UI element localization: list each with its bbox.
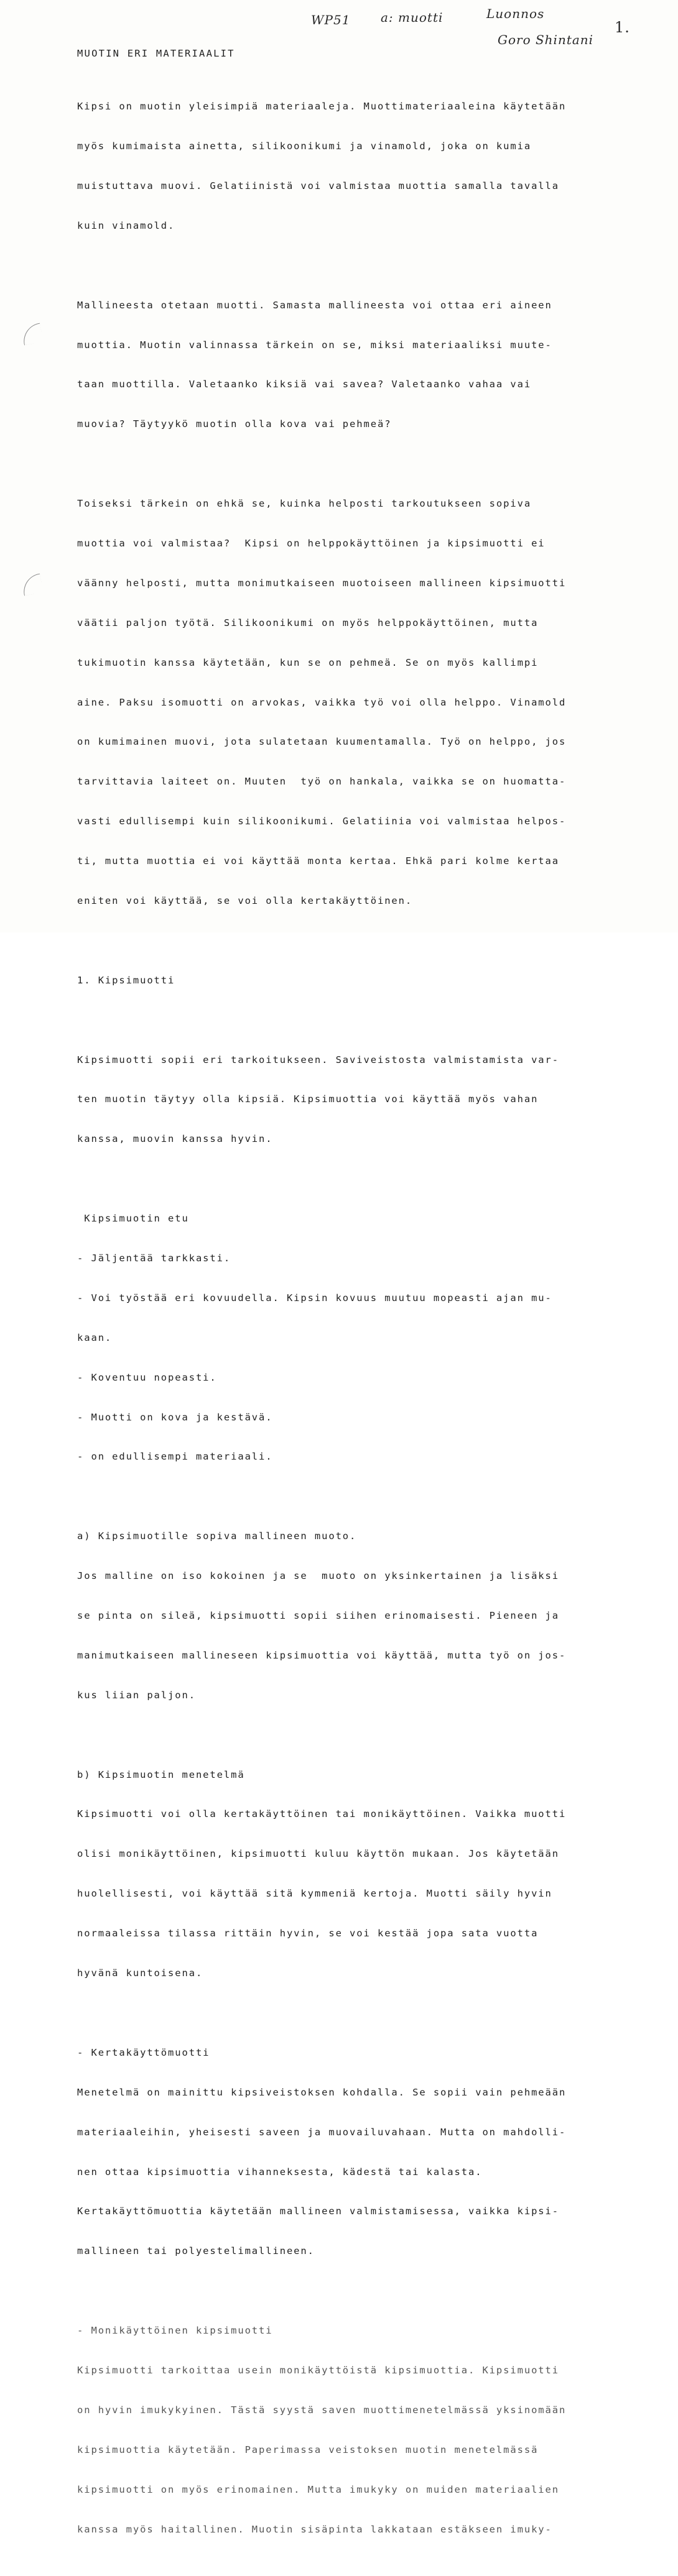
list-item: - Muotti on kova ja kestävä.: [77, 1411, 273, 1423]
text-line: muottia voi valmistaa? Kipsi on helppokäyttöinen ja kipsimuotti ei: [77, 537, 546, 549]
subsection-a: [77, 1504, 637, 1729]
subsection-b: [77, 1742, 637, 2007]
document-heading: MUOTIN ERI MATERIAALIT: [77, 48, 235, 59]
list-item: kaan.: [77, 1332, 113, 1343]
typewritten-body: [77, 47, 637, 2576]
text-line: muovia? Täytyykö muotin olla kova vai pehmeä?: [77, 418, 392, 430]
text-line: tukimuotin kanssa käytetään, kun se on pehmeä. Se on myös kallimpi: [77, 656, 539, 668]
text-line: kuin vinamold.: [77, 219, 175, 231]
text-line: normaaleissa tilassa rittäin hyvin, se voi kestää jopa sata vuotta: [77, 1928, 539, 1939]
text-line: väätii paljon työtä. Silikoonikumi on myös helppokäyttöinen, mutta: [77, 617, 539, 628]
text-line: Kertakäyttömuottia käytetään mallineen valmistamisessa, vaikka kipsi-: [77, 2206, 559, 2217]
text-line: on kumimainen muovi, jota sulatetaan kuumentamalla. Työ on helppo, jos: [77, 736, 567, 748]
list-title: Kipsimuotin etu: [77, 1213, 189, 1225]
text-line: ti, mutta muottia ei voi käyttää monta kertaa. Ehkä pari kolme kertaa: [77, 855, 559, 867]
list-item: - Voi työstää eri kovuudella. Kipsin kovuus muutuu mopeasti ajan mu-: [77, 1292, 552, 1304]
text-line: on hyvin imukykyinen. Tästä syystä saven muottimenetelmässä yksinomään: [77, 2404, 567, 2416]
paragraph-kipsimuotti: [77, 1027, 637, 1172]
handwritten-code: WP51: [311, 12, 351, 27]
subsection-title: - Kertakäyttömuotti: [77, 2046, 210, 2058]
text-line: se pinta on sileä, kipsimuotti sopii siihen erinomaisesti. Pieneen ja: [77, 1610, 559, 1622]
text-line: manimutkaiseen mallineseen kipsimuottia voi käyttää, mutta työ on jos-: [77, 1649, 567, 1661]
text-line: kipsimuottia käytetään. Paperimassa veistoksen muotin menetelmässä: [77, 2444, 539, 2455]
section-heading-kipsimuotti: [77, 947, 637, 1013]
paragraph-mallineesta: [77, 272, 637, 458]
text-line: Toiseksi tärkein on ehkä se, kuinka helposti tarkoutukseen sopiva: [77, 498, 532, 510]
text-line: kanssa myös haitallinen. Muotin sisäpinta lakkataan estäkseen imuky-: [77, 2523, 552, 2535]
benefits-list: [77, 1186, 637, 1491]
text-line: kus liian paljon.: [77, 1689, 196, 1701]
text-line: hyvänä kuntoisena.: [77, 1967, 203, 1979]
text-line: Kipsimuotti tarkoittaa usein monikäyttöistä kipsimuottia. Kipsimuotti: [77, 2364, 559, 2376]
handwritten-title: a: muotti: [381, 10, 443, 25]
text-line: vasti edullisempi kuin silikoonikumi. Gelatiinia voi valmistaa helpos-: [77, 816, 567, 827]
text-line: Mallineesta otetaan muotti. Samasta mallineesta voi ottaa eri aineen: [77, 299, 552, 311]
text-line: väänny helposti, mutta monimutkaiseen muotoiseen mallineen kipsimuotti: [77, 577, 567, 589]
text-line: huolellisesti, voi käyttää sitä kymmeniä kertoja. Muotti säily hyvin: [77, 1888, 552, 1900]
punch-hole-mark: [21, 323, 44, 346]
list-item: - on edullisempi materiaali.: [77, 1451, 273, 1463]
text-line: muistuttava muovi. Gelatiinistä voi valmistaa muottia samalla tavalla: [77, 180, 559, 191]
subsection-kertakayttomuotti: [77, 2020, 637, 2284]
punch-hole-mark: [21, 574, 44, 596]
subsection-title: - Monikäyttöinen kipsimuotti: [77, 2325, 273, 2337]
handwritten-draft-label: Luonnos: [486, 6, 545, 21]
text-line: kipsimuotti on myös erinomainen. Mutta imukyky on muiden materiaalien: [77, 2483, 559, 2495]
text-line: Kipsi on muotin yleisimpiä materiaaleja. Muottimateriaaleina käytetään: [77, 101, 567, 113]
text-line: materiaaleihin, yheisesti saveen ja muovailuvahaan. Mutta on mahdolli-: [77, 2126, 567, 2138]
text-line: muottia. Muotin valinnassa tärkein on se, miksi materiaaliksi muute-: [77, 339, 552, 351]
text-line: kanssa, muovin kanssa hyvin.: [77, 1133, 273, 1145]
paragraph-intro: [77, 74, 637, 259]
text-line: nen ottaa kipsimuottia vihanneksesta, kädestä tai kalasta.: [77, 2166, 483, 2178]
text-line: Menetelmä on mainittu kipsiveistoksen kohdalla. Se sopii vain pehmeään: [77, 2086, 567, 2098]
text-line: Kipsimuotti voi olla kertakäyttöinen tai monikäyttöinen. Vaikka muotti: [77, 1808, 567, 1820]
subsection-monikayttoinen: [77, 2298, 637, 2562]
handwritten-page-number: 1.: [615, 19, 630, 36]
handwritten-author: Goro Shintani: [498, 32, 594, 47]
paragraph-toiseksi: [77, 471, 637, 934]
text-line: myös kumimaista ainetta, silikoonikumi ja vinamold, joka on kumia: [77, 140, 532, 152]
text-line: Kipsimuotti sopii eri tarkoitukseen. Saviveistosta valmistamista var-: [77, 1054, 559, 1065]
text-line: mallineen tai polyestelimallineen.: [77, 2245, 315, 2257]
text-line: ten muotin täytyy olla kipsiä. Kipsimuottia voi käyttää myös vahan: [77, 1093, 539, 1105]
text-line: tarvittavia laiteet on. Muuten työ on hankala, vaikka se on huomatta-: [77, 776, 567, 788]
text-line: eniten voi käyttää, se voi olla kertakäyttöinen.: [77, 895, 413, 906]
text-line: taan muottilla. Valetaanko kiksiä vai savea? Valetaanko vahaa vai: [77, 379, 532, 390]
section-title: 1. Kipsimuotti: [77, 974, 175, 986]
text-line: aine. Paksu isomuotti on arvokas, vaikka työ voi olla helppo. Vinamold: [77, 696, 567, 708]
subsection-title: a) Kipsimuotille sopiva mallineen muoto.: [77, 1530, 357, 1542]
subsection-title: b) Kipsimuotin menetelmä: [77, 1769, 245, 1780]
text-line: olisi monikäyttöinen, kipsimuotti kuluu käyttön mukaan. Jos käytetään: [77, 1848, 559, 1860]
list-item: - Jäljentää tarkkasti.: [77, 1253, 231, 1264]
list-item: - Koventuu nopeasti.: [77, 1371, 217, 1383]
text-line: Jos malline on iso kokoinen ja se muoto on yksinkertainen ja lisäksi: [77, 1570, 559, 1582]
